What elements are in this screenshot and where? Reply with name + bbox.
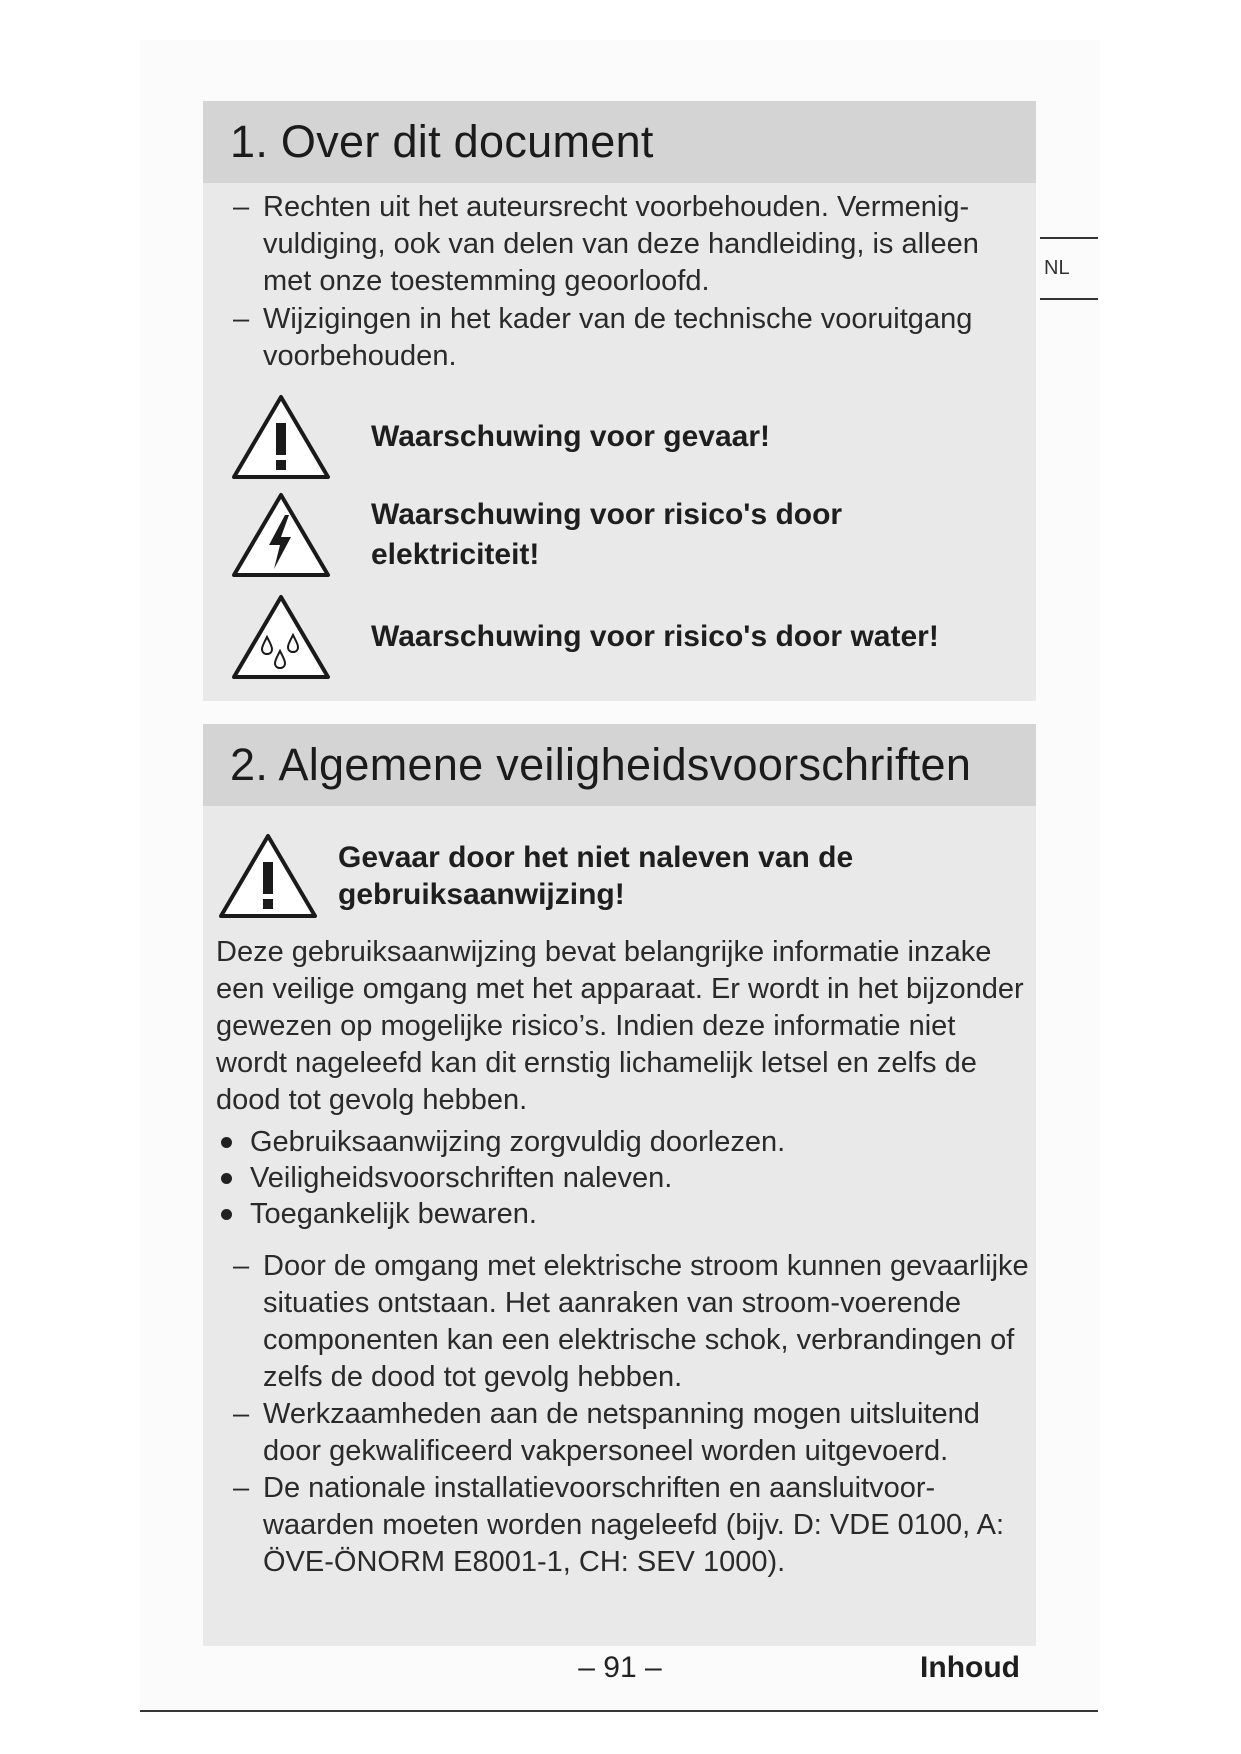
list-item: Gebruiksaanwijzing zorgvuldig doorlezen.	[216, 1124, 1016, 1160]
section-about-document	[203, 101, 1036, 701]
warning-row-danger	[231, 393, 770, 481]
electricity-warning-icon	[231, 491, 331, 579]
section-safety-instructions	[203, 724, 1036, 1646]
list-item: – Rechten uit het auteursrecht voorbehouden. Vermenig-vuldiging, ook van delen van deze handleiding, is alleen met onze toestemming geoorloofd.	[233, 189, 1018, 301]
warning-row-water	[231, 593, 939, 681]
danger-warning-icon	[218, 832, 318, 920]
section-header	[203, 724, 1036, 806]
language-tab	[1040, 237, 1098, 300]
bullet-list	[216, 1124, 1016, 1232]
warning-row-electricity	[231, 491, 891, 579]
electrical-safety-list	[233, 1248, 1033, 1581]
intro-paragraph: Deze gebruiksaanwijzing bevat belangrijke informatie inzake een veilige omgang met het apparaat. Er wordt in het bijzonder gewezen op mogelijke risico’s. Indien deze informatie niet wordt nageleefd kan dit ernstig lichamelijk letsel en zelfs de dood tot gevolg hebben.	[216, 936, 1024, 1116]
list-item: – Werkzaamheden aan de netspanning mogen uitsluitend door gekwalificeerd vakpersoneel worden uitgevoerd.	[233, 1396, 1033, 1470]
page-number: – 91 –	[578, 1651, 662, 1684]
list-item: Veiligheidsvoorschriften naleven.	[216, 1160, 1016, 1196]
water-warning-icon	[231, 593, 331, 681]
list-item: – De nationale installatievoorschriften en aansluitvoor-waarden moeten worden nageleefd (bijv. D: VDE 0100, A: ÖVE-ÖNORM E8001-1, CH: SEV 1000).	[233, 1470, 1033, 1581]
danger-warning-icon	[231, 393, 331, 481]
list-item: – Door de omgang met elektrische stroom kunnen gevaarlijke situaties ontstaan. Het aanraken van stroom-voerende componenten kan een elektrische schok, verbrandingen of zelfs de dood tot gevolg hebben.	[233, 1248, 1033, 1396]
warning-text: Gevaar door het niet naleven van de gebruiksaanwijzing!	[338, 841, 854, 911]
section-header	[203, 101, 1036, 183]
list-item: – Wijzigingen in het kader van de technische vooruitgang voorbehouden.	[233, 301, 1018, 375]
warning-row-danger	[218, 832, 898, 920]
section-title: 1. Over dit document	[230, 116, 654, 167]
about-list	[233, 189, 1018, 375]
warning-text: Waarschuwing voor gevaar!	[371, 420, 770, 453]
language-tab-label: NL	[1044, 257, 1070, 279]
list-item: Toegankelijk bewaren.	[216, 1196, 1016, 1232]
warning-text: Waarschuwing voor risico's door elektriciteit!	[371, 498, 843, 571]
contents-link[interactable]: Inhoud	[920, 1651, 1020, 1684]
warning-text: Waarschuwing voor risico's door water!	[371, 620, 939, 653]
footer-divider	[140, 1710, 1098, 1712]
section-title: 2. Algemene veiligheidsvoorschriften	[230, 739, 972, 790]
